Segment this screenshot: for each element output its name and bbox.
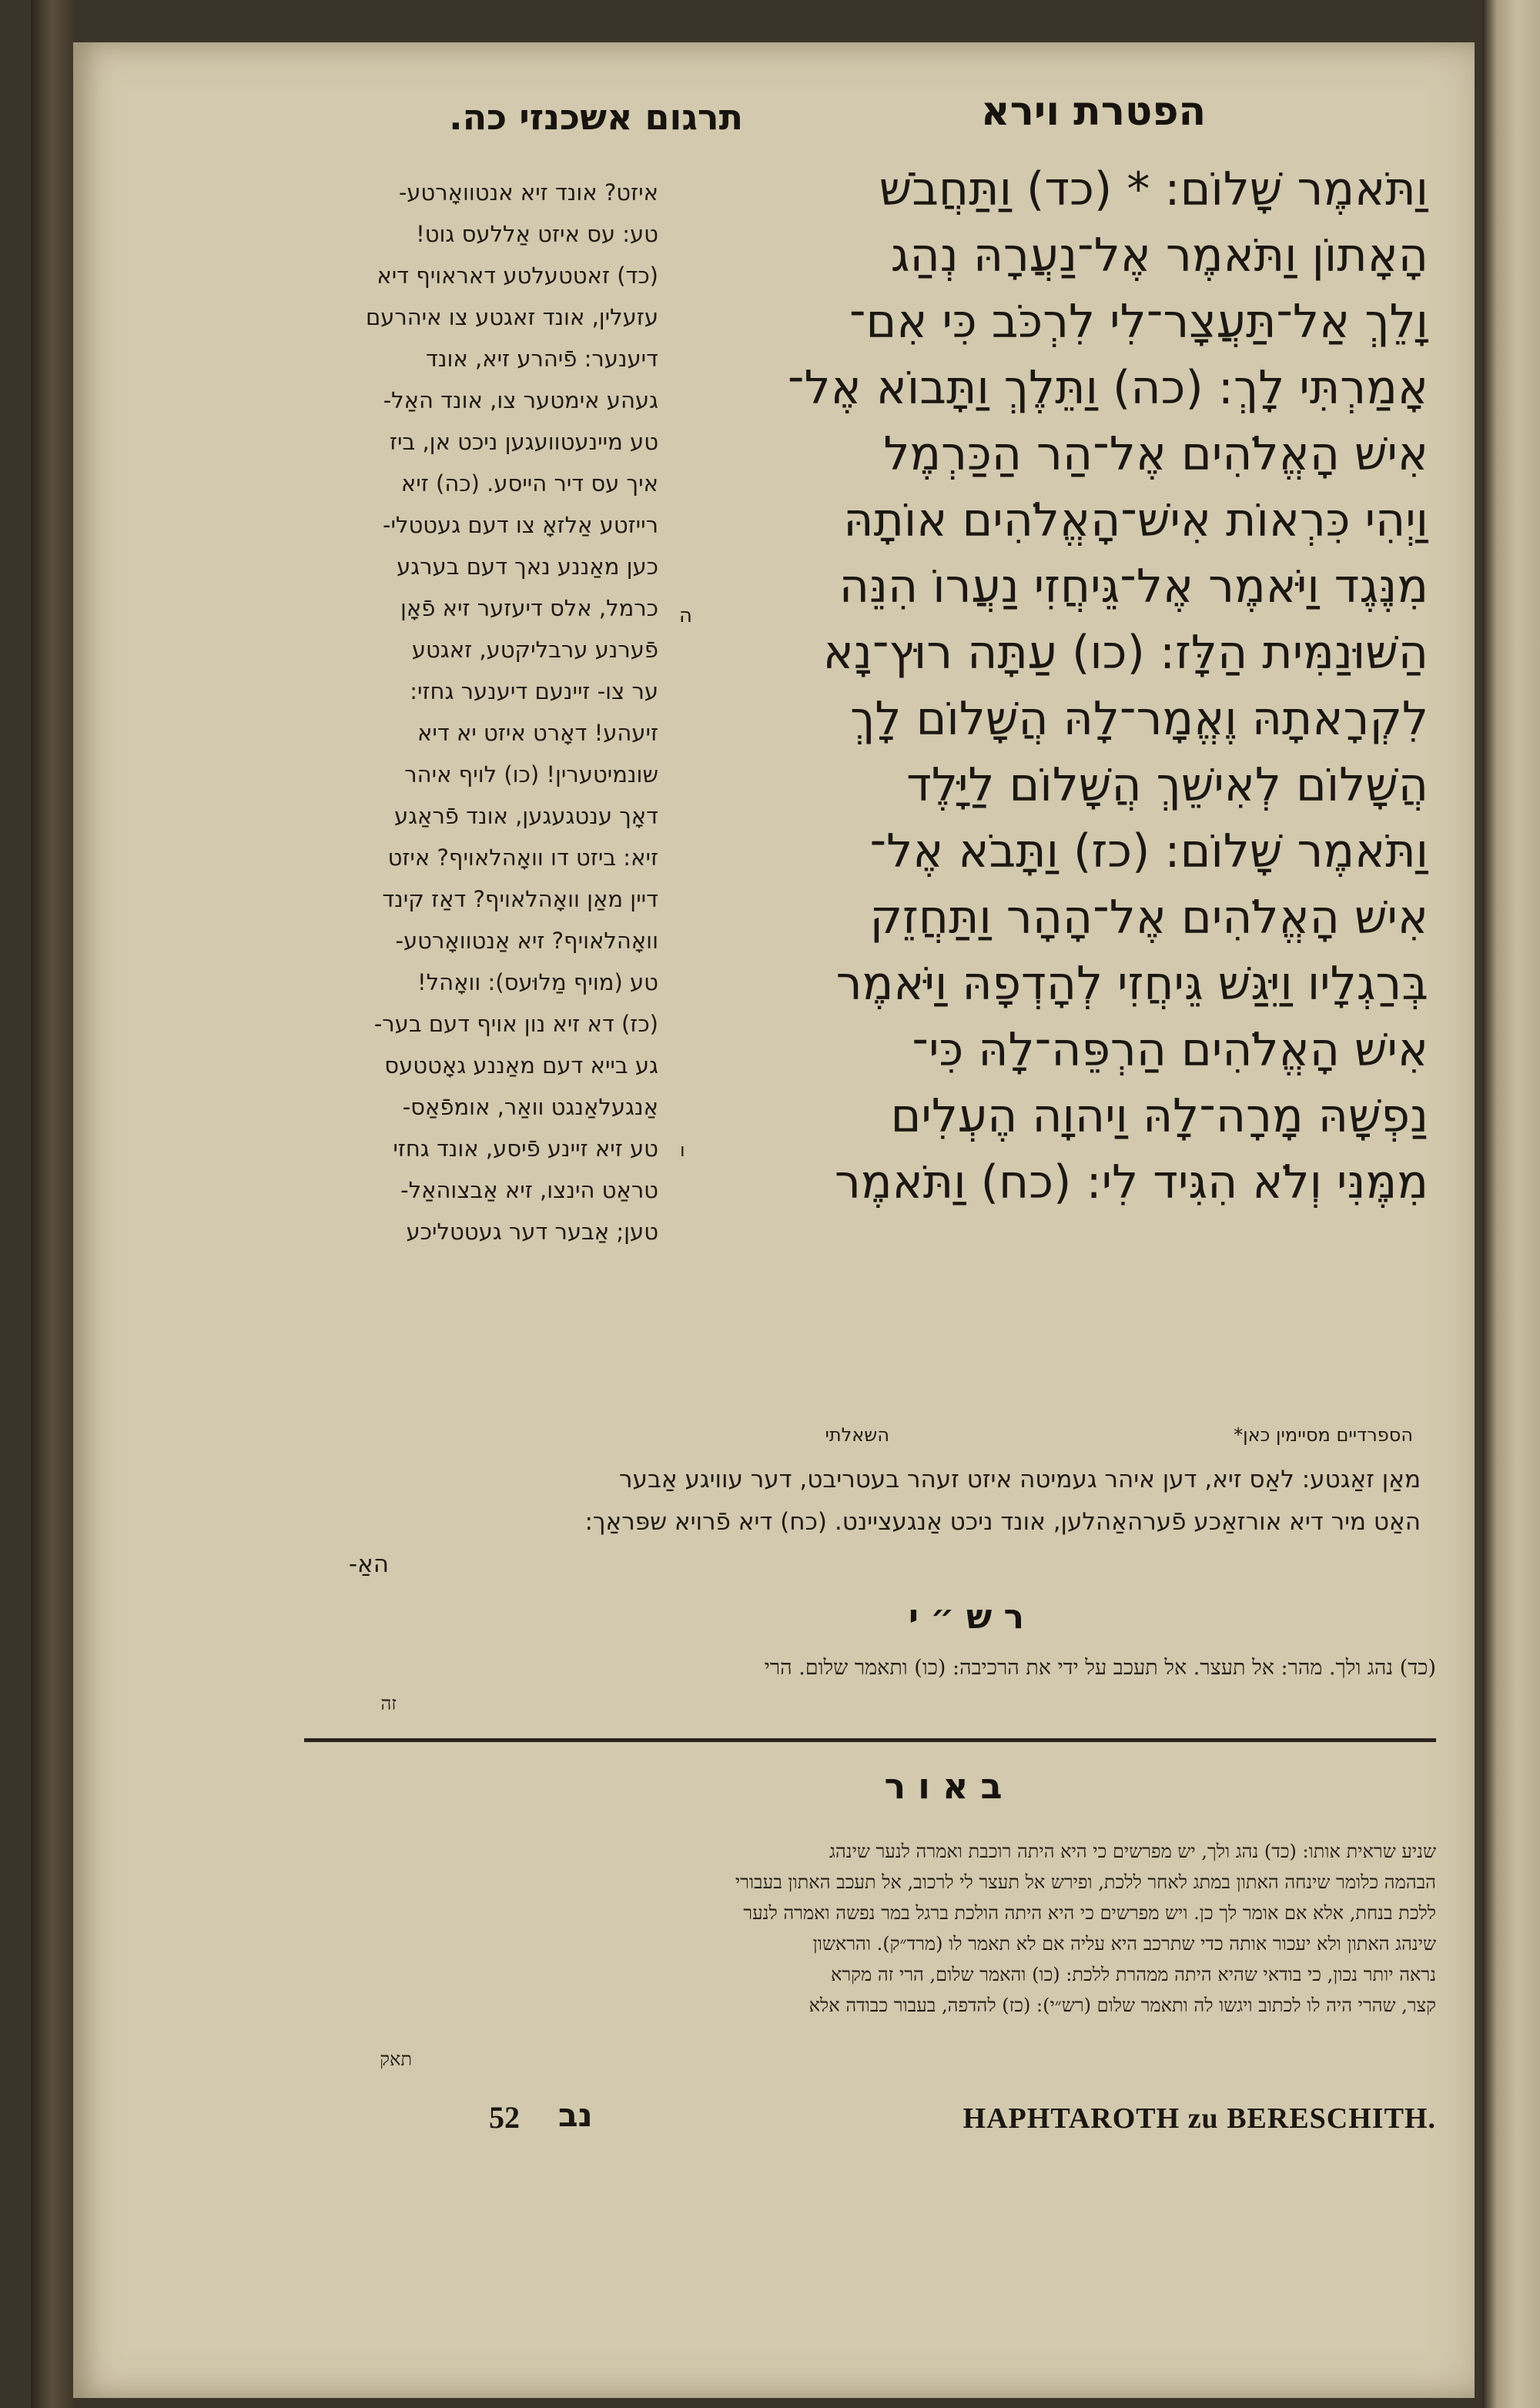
main-text-line: נַפְשָׁהּ מָרָה־לָהּ וַיהוָה הֶעְלִים xyxy=(890,1089,1428,1143)
hebrew-page-number: נב xyxy=(558,2096,593,2134)
targum-line: געהע אימטער צו, אונד האַל- xyxy=(383,387,658,413)
main-text-line: הֲשָׁלוֹם לְאִישֵׁךְ הֲשָׁלוֹם לַיָּלֶד xyxy=(906,758,1428,812)
margin-mark: ו xyxy=(680,1139,685,1161)
main-text-line: הָאָתוֹן וַתֹּאמֶר אֶל־נַעֲרָהּ נְהַג xyxy=(890,229,1428,283)
main-text-line: אִישׁ הָאֱלֹהִים אֶל־הָהָר וַתַּחֲזֵק xyxy=(869,891,1428,945)
book-binding-left xyxy=(31,0,77,2408)
targum-line: שונמיטערין! (כו) לויף איהר xyxy=(404,761,658,788)
targum-header: תרגום אשכנזי כה. xyxy=(449,96,743,138)
targum-line: עזעלין, אונד זאגטע צו איהרעם xyxy=(365,304,658,330)
book-page xyxy=(73,42,1475,2398)
biur-line: נראה יותר נכון, כי בודאי שהיא היתה ממהרת ללכת: (כו) והאמר שלום, הרי זה מקרא xyxy=(830,1964,1436,1985)
targum-line: דיענער: פֿיהרע זיא, אונד xyxy=(426,346,658,372)
main-text-column xyxy=(658,156,1428,1242)
main-text-catchword: השאלתי xyxy=(825,1424,889,1446)
biur-line: הבהמה כלומר שינחה האתון במתג לאחר ללכת, ופירש אל תעצר לי לרכוב, אל תעכב האתון בעבורי xyxy=(735,1871,1436,1893)
targum-line: טע מיינעטוועגען ניכט אן, ביז xyxy=(389,429,658,455)
biur-line: קצר, שהרי היה לו לכתוב ויגשו לה ותאמר שלום (רש״י): (כז) להדפה, בעבור כבודה אלא xyxy=(808,1995,1436,2016)
main-text-line: אִישׁ הָאֱלֹהִים הַרְפֵּה־לָהּ כִּי־ xyxy=(912,1023,1428,1077)
rashi-title: ר ש ״ י xyxy=(908,1597,1024,1637)
targum-line: (כד) זאטטעלטע דאראויף דיא xyxy=(377,263,658,289)
page-number: 52 xyxy=(489,2100,520,2135)
targum-line: כען מאַננע נאך דעם בערגע xyxy=(397,554,658,580)
targum-wide-line: האַט מיר דיא אורזאַכע פֿערהאַהלען, אונד ניכט אַנגעציינט. (כח) דיא פֿרויא שפּראַך: xyxy=(584,1508,1421,1536)
main-text-line: לִקְרָאתָהּ וֶאֱמָר־לָהּ הֲשָׁלוֹם לָךְ xyxy=(850,692,1428,746)
targum-line: טע: עס איזט אַללעס גוט! xyxy=(416,221,658,247)
targum-wide-line: מאַן זאַגטע: לאַס זיא, דען איהר געמיטה איזט זעהר בעטריבט, דער עוויגע אַבער xyxy=(619,1466,1421,1493)
main-text-line: וַתֹּאמֶר שָׁלוֹם: (כז) וַתָּבֹא אֶל־ xyxy=(869,824,1428,878)
targum-column xyxy=(273,172,658,1265)
targum-line: ער צו- זיינעם דיענער גחזי: xyxy=(410,678,658,704)
biur-line: שינהג האתון ולא יעכור אותה כדי שתרכב היא עליה אם לא תאמר לו (מרד״ק). והראשון xyxy=(812,1933,1436,1955)
targum-line: דאָך ענטגעגען, אונד פֿראַגע xyxy=(393,803,658,829)
targum-line: טען; אַבער דער געטטליכע xyxy=(406,1219,658,1245)
targum-line: גע בייא דעם מאַננע גאָטטעס xyxy=(384,1052,658,1079)
targum-line: דיין מאַן וואָהלאויף? דאַז קינד xyxy=(382,886,658,912)
rashi-catchword: זה xyxy=(380,1693,397,1714)
targum-line: פֿערנע ערבליקטע, זאגטע xyxy=(411,637,658,663)
main-text-line: מִנֶּגֶד וַיֹּאמֶר אֶל־גֵּיחֲזִי נַעֲרוֹ הִנֵּה xyxy=(839,560,1428,614)
targum-line: רייזטע אַלזאָ צו דעם געטטלי- xyxy=(383,512,658,538)
targum-line: טראַט הינצו, זיא אַבצוהאַל- xyxy=(400,1177,658,1203)
running-title: HAPHTAROTH zu BERESCHITH. xyxy=(962,2102,1436,2135)
biur-title: ב א ו ר xyxy=(884,1765,1003,1807)
main-text-line: הַשּׁוּנַמִּית הַלָּז: (כו) עַתָּה רוּץ־נָא xyxy=(822,626,1428,680)
targum-line: (כז) דא זיא נון אויף דעם בער- xyxy=(373,1011,658,1037)
main-text-header: הפטרת וירא xyxy=(980,89,1207,135)
targum-line: כרמל, אלס דיעזער זיא פֿאָן xyxy=(400,595,658,621)
targum-line: טע זיא זיינע פֿיסע, אונד גחזי xyxy=(393,1135,658,1162)
biur-catchword: תאק xyxy=(380,2048,412,2070)
biur-body xyxy=(304,1836,1436,2044)
main-text-line: וַיְהִי כִּרְאוֹת אִישׁ־הָאֱלֹהִים אוֹתָהּ xyxy=(843,493,1428,547)
targum-line: איזט? אונד זיא אנטוואָרטע- xyxy=(398,179,658,206)
targum-line: טע (מויף מַלוּעס): וואָהל! xyxy=(417,969,658,995)
targum-catchword: האַ- xyxy=(348,1550,389,1578)
rashi-line: (כד) נהג ולך. מהר: אל תעצר. אל תעכב על ידי את הרכיבה: (כו) ותאמר שלום. הרי xyxy=(764,1656,1436,1680)
margin-letter: ה xyxy=(679,604,692,627)
main-text-line: וַתֹּאמֶר שָׁלוֹם: * (כד) וַתַּחֲבֹשׁ xyxy=(879,162,1428,216)
main-text-line: אָמַרְתִּי לָךְ: (כה) וַתֵּלֶךְ וַתָּבוֹא אֶל־ xyxy=(787,361,1428,415)
main-text-line: מִמֶּנִּי וְלֹא הִגִּיד לִי: (כח) וַתֹּאמֶר xyxy=(835,1156,1428,1209)
main-text-line: בְּרַגְלָיו וַיִּגַּשׁ גֵּיחֲזִי לְהָדְפָהּ וַיֹּאמֶר xyxy=(835,957,1428,1011)
sephardic-footnote: הספרדיים מסיימין כאן* xyxy=(1234,1424,1413,1446)
main-text-line: וָלֵךְ אַל־תַּעֲצָר־לִי לִרְכֹּב כִּי אִם־ xyxy=(849,295,1428,349)
targum-line: זיעהע! דאָרט איזט יא דיא xyxy=(417,720,658,746)
targum-line: איך עס דיר הייסע. (כה) זיא xyxy=(400,470,658,497)
section-divider xyxy=(304,1738,1436,1742)
biur-line: שניע שראית אותו: (כד) נהג ולך, יש מפרשים כי היא היתה רוכבת ואמרה לנער שינהג xyxy=(829,1841,1436,1862)
biur-line: ללכת בנחת, אלא אם אומר לך כן. ויש מפרשים כי היא היתה הולכת ברגל במר נפשה ואמרה לנער xyxy=(743,1902,1436,1924)
targum-line: זיא: ביזט דו וואָהלאויף? איזט xyxy=(387,844,658,871)
targum-line: אַנגעלאַנגט וואַר, אומפֿאַס- xyxy=(402,1094,658,1120)
main-text-line: אִישׁ הָאֱלֹהִים אֶל־הַר הַכַּרְמֶל xyxy=(883,427,1428,481)
targum-line: וואָהלאויף? זיא אַנטוואָרטע- xyxy=(395,928,658,954)
facing-page-edge xyxy=(1482,0,1540,2408)
